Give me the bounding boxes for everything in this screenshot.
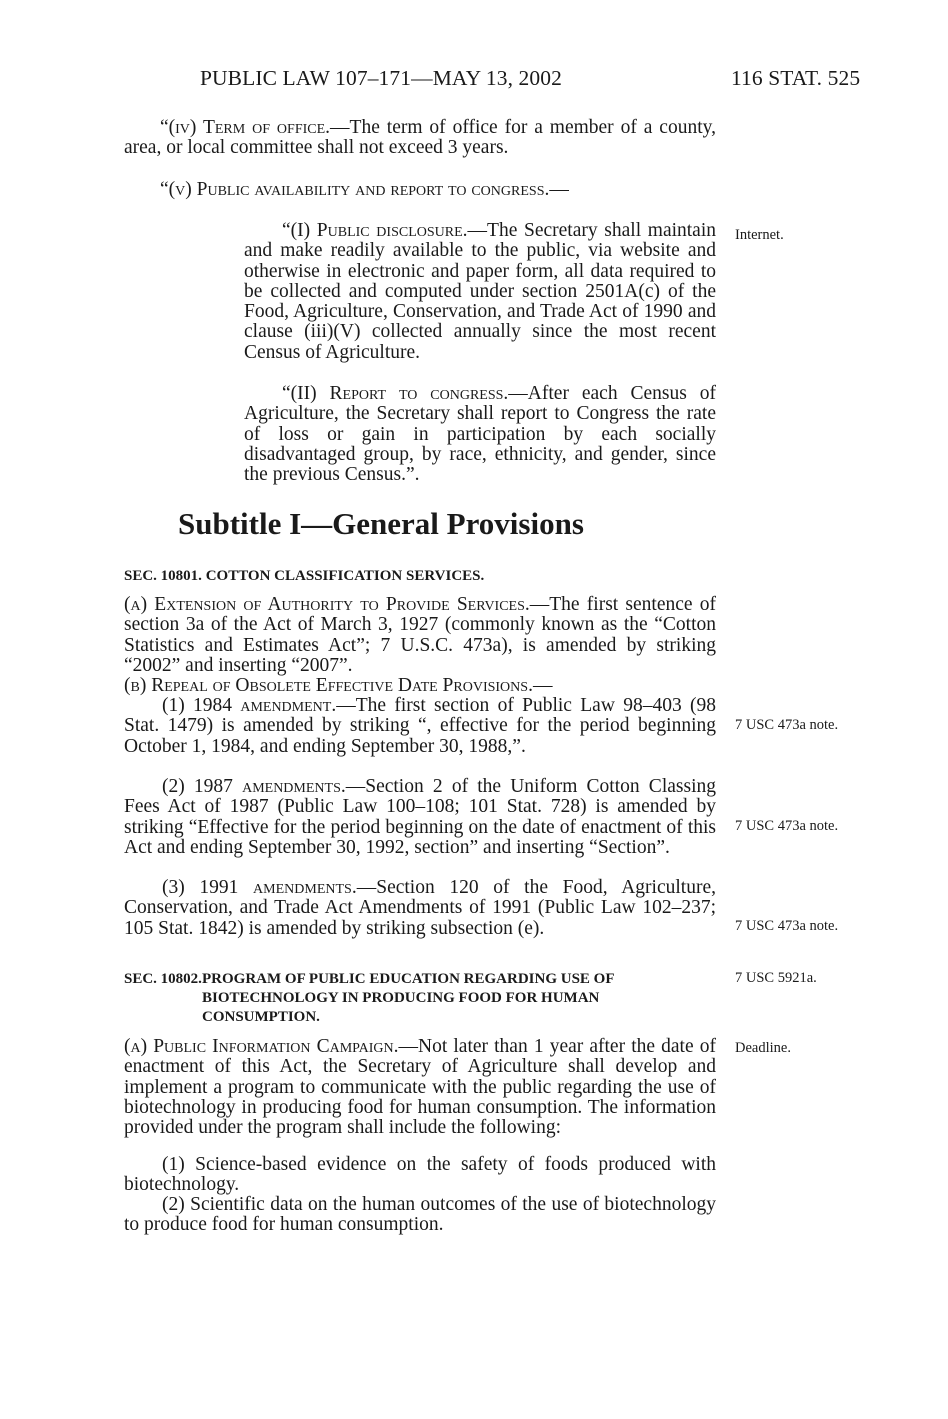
sec-10802-a-heading: (a) Public Information Campaign. <box>124 1036 399 1057</box>
sec-10801-b2 <box>124 777 716 858</box>
sec-10801-heading <box>124 567 484 586</box>
sec-10801-a-text: —The first sentence of section 3a of the Act of March 3, 1927 (commonly known as the “Cotton Statistics and Estimates Act”; 7 U.S.C. 473a), is amended by striking “2002” and inserting “2007”. <box>124 594 716 676</box>
sec-10802-item-2: (2) Scientific data on the human outcomes of the use of biotechnology to produce food for human consumption. <box>124 1194 716 1236</box>
sec-10802-a <box>124 1037 716 1138</box>
margin-note-b3: 7 USC 473a note. <box>735 918 839 934</box>
margin-note-b2: 7 USC 473a note. <box>735 818 839 834</box>
sec-10802-item-1: (1) Science-based evidence on the safety of foods produced with biotechnology. <box>124 1154 716 1196</box>
sec-10801-b3-heading: (3) 1991 amendments. <box>162 877 357 898</box>
sec-10801-a <box>124 595 716 676</box>
running-header-right: 116 STAT. 525 <box>731 66 861 90</box>
para-v-text: — <box>549 179 569 200</box>
sec-10802-heading <box>124 970 716 1027</box>
para-II-heading: “(II) Report to congress. <box>282 383 509 404</box>
sec-10801-b2-text: —Section 2 of the Uniform Cotton Classing Fees Act of 1987 (Public Law 100–108; 101 Stat. 728) is amended by striking “Effective for the period beginning on the date of enactment of this Act and ending September 30, 1992, section” and inserting “Section”. <box>124 776 716 858</box>
para-v-heading: “(v) Public availability and report to congress. <box>160 179 550 200</box>
sec-10801-b3-text: —Section 120 of the Food, Agriculture, Conservation, and Trade Act Amendments of 1991 (Public Law 102–237; 105 Stat. 1842) is amended by striking subsection (e). <box>124 877 716 939</box>
sec-10801-a-heading: (a) Extension of Authority to Provide Services. <box>124 594 530 615</box>
margin-note-internet: Internet. <box>735 227 784 243</box>
sec-10801-b1 <box>124 696 716 757</box>
sec-10801-b-text: — <box>532 675 553 696</box>
sec-10801-b3 <box>124 878 716 939</box>
running-header-left: PUBLIC LAW 107–171—MAY 13, 2002 <box>200 66 562 90</box>
para-iv-heading: “(iv) Term of office. <box>160 117 331 138</box>
para-I <box>244 221 716 363</box>
sec-10802-a-text: —Not later than 1 year after the date of enactment of this Act, the Secretary of Agriculture shall develop and implement a program to communicate with the public regarding the use of biotechnology in producing food for human consumption. The information provided under the program shall include the following: <box>124 1036 716 1139</box>
subtitle-heading: Subtitle I—General Provisions <box>178 506 584 541</box>
para-II <box>244 384 716 485</box>
sec-10801-b <box>124 676 716 696</box>
margin-note-deadline: Deadline. <box>735 1040 791 1056</box>
sec-10801-b1-text: —The first section of Public Law 98–403 (98 Stat. 1479) is amended by striking “, effective for the period beginning October 1, 1984, and ending September 30, 1988,”. <box>124 695 717 757</box>
para-II-text: —After each Census of Agriculture, the Secretary shall report to Congress the rate of loss or gain in participation by each socially disadvantaged group, by race, ethnicity, and gender, since the previous Census.”. <box>244 383 716 486</box>
sec-10801-b-heading: (b) Repeal of Obsolete Effective Date Provisions. <box>124 675 533 696</box>
sec-10802-number: SEC. 10802. <box>124 971 202 987</box>
sec-10801-b2-heading: (2) 1987 amendments. <box>162 776 346 797</box>
para-iv-text: —The term of office for a member of a county, area, or local committee shall not exceed 3 years. <box>124 117 716 159</box>
sec-10801-b1-heading: (1) 1984 amendment. <box>162 695 337 716</box>
margin-note-b1: 7 USC 473a note. <box>735 717 839 733</box>
sec-10801-number: SEC. 10801. <box>124 568 202 584</box>
sec-10802-title: PROGRAM OF PUBLIC EDUCATION REGARDING USE OF BIOTECHNOLOGY IN PRODUCING FOOD FOR HUMAN CONSUMPTION. <box>202 971 614 1025</box>
para-v <box>124 180 716 200</box>
para-iv <box>124 118 716 159</box>
para-I-text: —The Secretary shall maintain and make readily available to the public, via website and otherwise in electronic and paper form, all data required to be collected and computed under section 2501A(c) of the Food, Agriculture, Conservation, and Trade Act of 1990 and clause (iii)(V) collected annually since the most recent Census of Agriculture. <box>244 220 717 363</box>
para-I-heading: “(I) Public disclosure. <box>282 220 468 241</box>
sec-10801-title: COTTON CLASSIFICATION SERVICES. <box>205 568 485 584</box>
margin-note-sec-10802: 7 USC 5921a. <box>735 970 817 986</box>
